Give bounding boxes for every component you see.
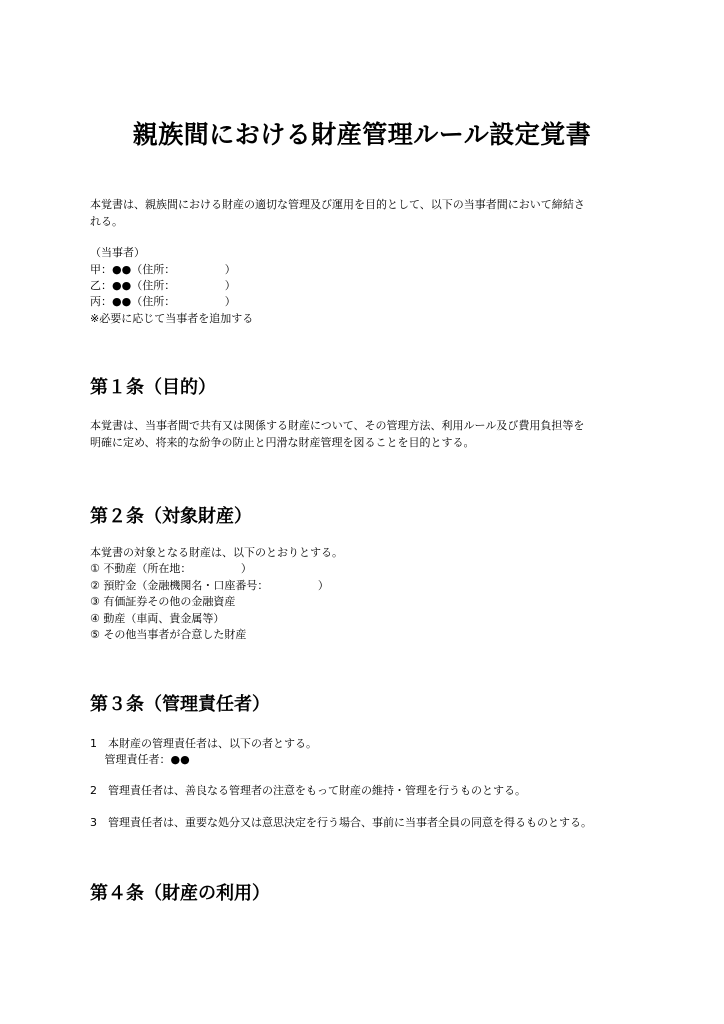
article-1-line-2: 明確に定め、将来的な紛争の防止と円滑な財産管理を図ることを目的とする。	[90, 436, 475, 449]
article-2-line-1: 本覚書の対象となる財産は、以下のとおりとする。	[90, 546, 343, 559]
article-2-item-5: ⑤ その他当事者が合意した財産	[90, 628, 247, 641]
article-2-heading: 第２条（対象財産）	[90, 506, 252, 527]
article-1-heading: 第１条（目的）	[90, 377, 216, 398]
article-3-clause-3: 3 管理責任者は、重要な処分又は意思決定を行う場合、事前に当事者全員の同意を得るものとする。	[90, 816, 592, 829]
article-4-heading: 第４条（財産の利用）	[90, 883, 270, 904]
article-1-line-1: 本覚書は、当事者間で共有又は関係する財産について、その管理方法、利用ルール及び費用負担等を	[90, 419, 585, 432]
article-2-item-1: ① 不動産（所在地： ）	[90, 562, 252, 575]
parties-label: （当事者）	[90, 246, 145, 259]
article-3-clause-2: 2 管理責任者は、善良なる管理者の注意をもって財産の維持・管理を行うものとする。	[90, 784, 526, 797]
article-3-heading: 第３条（管理責任者）	[90, 694, 270, 715]
article-2-item-3: ③ 有価証券その他の金融資産	[90, 595, 236, 608]
party-kou: 甲：●●（住所： ）	[90, 263, 236, 276]
article-2-item-4: ④ 動産（車両、貴金属等）	[90, 612, 225, 625]
party-otsu: 乙：●●（住所： ）	[90, 279, 236, 292]
article-3-clause-1-detail: 管理責任者：●●	[90, 753, 190, 766]
article-3-clause-1: 1 本財産の管理責任者は、以下の者とする。	[90, 737, 317, 750]
party-hei: 丙：●●（住所： ）	[90, 295, 236, 308]
parties-note: ※必要に応じて当事者を追加する	[90, 312, 254, 325]
article-2-item-2: ② 預貯金（金融機関名・口座番号： ）	[90, 579, 329, 592]
intro-line-2: れる。	[90, 215, 123, 228]
document-title: 親族間における財産管理ルール設定覚書	[132, 120, 592, 149]
intro-line-1: 本覚書は、親族間における財産の適切な管理及び運用を目的として、以下の当事者間において締結さ	[90, 198, 585, 211]
